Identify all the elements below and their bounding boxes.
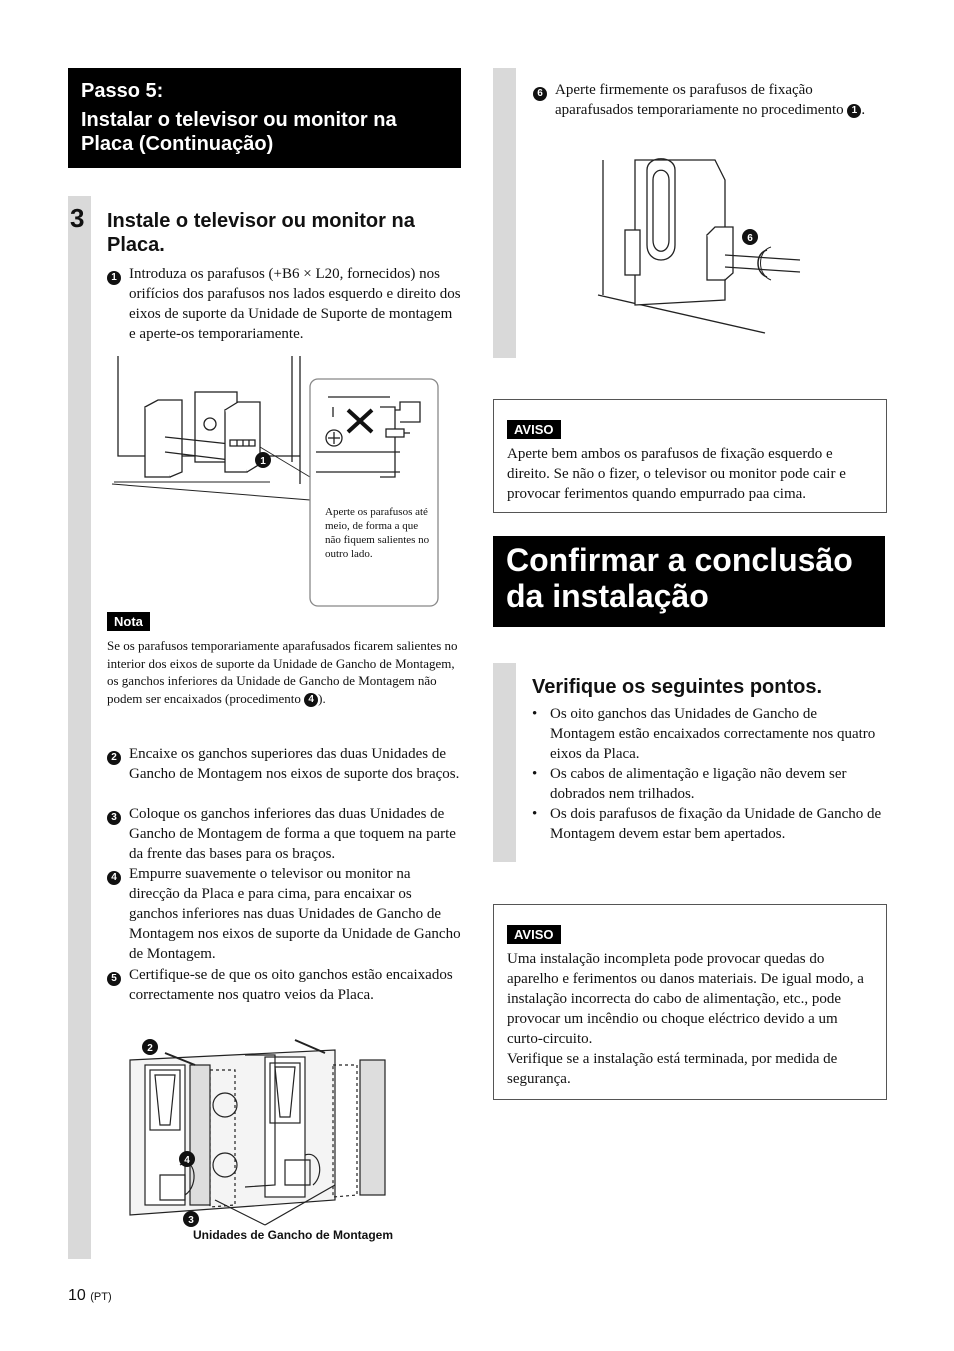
step-number: 5 xyxy=(107,972,121,986)
figure-label: 4 xyxy=(184,1155,190,1166)
figure-label: 1 xyxy=(260,456,266,467)
warning-box-1 xyxy=(493,399,887,513)
check-heading: Verifique os seguintes pontos. xyxy=(532,676,823,698)
section-heading: Instale o televisor ou monitor na Placa. xyxy=(107,210,415,256)
step-4 xyxy=(107,864,462,964)
step-number: 2 xyxy=(107,751,121,765)
warning-text: Uma instalação incompleta pode provocar quedas do aparelho e ferimentos ou danos materiais. De igual modo, a instalação incorrecta do cabo de alimentação, etc., pode provocar um incêndio ou choque eléctrico devido a um curto-circuito. xyxy=(507,951,864,1047)
step-text: Introduza os parafusos (+B6 × L20, fornecidos) nos orifícios dos parafusos nos lados esquerdo e direito dos eixos de suporte da Unidade de Suporte de montagem e aperte-os temporariamente. xyxy=(129,266,461,342)
page-footer xyxy=(68,1287,112,1305)
step6-sidebar xyxy=(493,68,516,358)
note-block xyxy=(107,612,462,707)
figure-mounting-hooks xyxy=(125,1035,425,1235)
figure-caption: Unidades de Gancho de Montagem xyxy=(193,1228,394,1242)
step-2 xyxy=(107,744,462,784)
figure-label: 3 xyxy=(188,1215,194,1226)
note-text: Se os parafusos temporariamente aparafusados ficarem salientes no interior dos eixos de suporte da Unidade de Gancho de Montagem, os ganchos inferiores da Unidade de Gancho de Montagem não podem ser encaixados (procedimento 4 ). xyxy=(107,638,458,706)
step-number: 6 xyxy=(533,87,547,101)
step-text: Encaixe os ganchos superiores das duas Unidades de Gancho de Montagem nos eixos de suporte dos braços. xyxy=(129,746,460,782)
section-title: Confirmar a conclusão da instalação xyxy=(493,536,885,627)
list-item: • Os dois parafusos de fixação da Unidade de Gancho de Montagem devem estar bem apertados. xyxy=(532,806,882,842)
step-text: Certifique-se de que os oito ganchos estão encaixados correctamente nos quatro veios da Placa. xyxy=(129,967,453,1003)
step-text: Empurre suavemente o televisor ou monitor na direcção da Placa e para cima, para encaixar os ganchos inferiores nas duas Unidades de Gancho de Montagem nos eixos de suporte da Unidade de Gancho de Montagem. xyxy=(129,866,461,962)
step-text: Aperte firmemente os parafusos de fixação aparafusados temporariamente no procedimento 1 . xyxy=(555,82,866,118)
figure-label: 2 xyxy=(147,1043,153,1054)
header-title: Instalar o televisor ou monitor na Placa (Continuação) xyxy=(81,109,397,155)
step-6 xyxy=(533,80,878,120)
page-number: 10 xyxy=(68,1287,86,1304)
step-number: 3 xyxy=(107,811,121,825)
check-sidebar xyxy=(493,663,516,862)
step-1 xyxy=(107,264,462,344)
warning-text-2: Verifique se a instalação está terminada, por medida de segurança. xyxy=(507,1051,838,1087)
warning-label: AVISO xyxy=(507,420,561,439)
list-item: • Os oito ganchos das Unidades de Gancho de Montagem estão encaixados correctamente nos quatro eixos da Placa. xyxy=(532,706,876,762)
warning-label: AVISO xyxy=(507,925,561,944)
page-header xyxy=(68,68,461,168)
figure-tighten-screws xyxy=(595,155,805,335)
page-lang: (PT) xyxy=(90,1291,112,1303)
figure-screw-insertion xyxy=(110,352,445,610)
step-number: 1 xyxy=(107,271,121,285)
header-step: Passo 5: xyxy=(81,80,164,102)
section-number: 3 xyxy=(70,203,85,233)
step-number: 4 xyxy=(107,871,121,885)
figure-callout: Aperte os parafusos até meio, de forma a que não fiquem salientes no outro lado. xyxy=(325,506,430,560)
figure-label: 6 xyxy=(747,233,753,244)
note-ref: 4 xyxy=(304,693,318,707)
warning-box-2 xyxy=(493,904,887,1100)
warning-text: Aperte bem ambos os parafusos de fixação esquerdo e direito. Se não o fizer, o televisor ou monitor pode cair e provocar ferimentos quando empurrado paa cima. xyxy=(507,446,846,502)
list-item: • Os cabos de alimentação e ligação não devem ser dobrados nem trilhados. xyxy=(532,766,847,802)
step-text: Coloque os ganchos inferiores das duas Unidades de Gancho de Montagem de forma a que toquem na parte da frente das bases para os braços. xyxy=(129,806,456,862)
step-3 xyxy=(107,804,462,864)
section-sidebar xyxy=(68,196,91,1259)
note-label: Nota xyxy=(107,612,150,631)
step-ref: 1 xyxy=(847,104,861,118)
step-5 xyxy=(107,965,462,1005)
